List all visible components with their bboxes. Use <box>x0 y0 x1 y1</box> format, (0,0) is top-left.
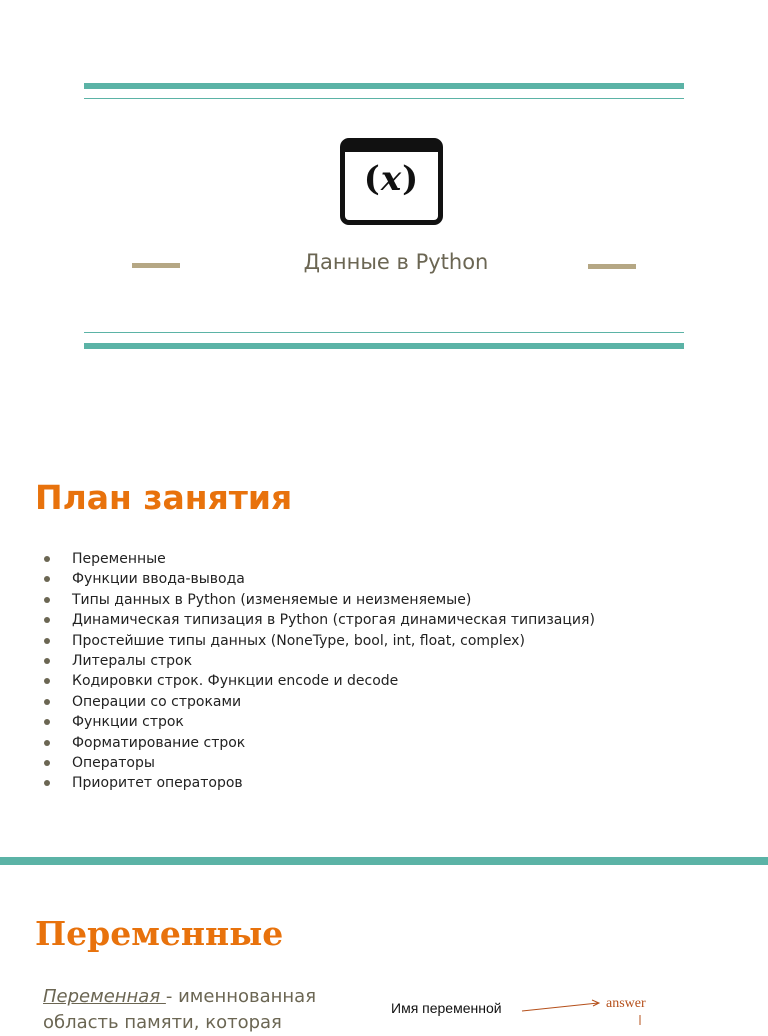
plan-item: Простейшие типы данных (NoneType, bool, int, float, complex) <box>72 631 595 651</box>
plan-item: Кодировки строк. Функции encode и decode <box>72 671 595 691</box>
diagram-label: Имя переменной <box>391 1000 502 1016</box>
variable-x-icon <box>340 138 443 225</box>
right-dash <box>588 264 636 269</box>
bullet-icon <box>44 780 50 786</box>
window-bar <box>345 143 438 152</box>
bullet-icon <box>44 556 50 562</box>
bullet-icon <box>44 699 50 705</box>
variables-heading: Переменные <box>35 914 284 953</box>
slide-divider <box>0 857 768 865</box>
deck-title: Данные в Python <box>303 250 489 274</box>
diagram-value: answer <box>606 996 646 1011</box>
top-band-thick <box>84 83 684 89</box>
plan-list <box>72 549 595 794</box>
plan-item: Операторы <box>72 753 595 773</box>
plan-item: Литералы строк <box>72 651 595 671</box>
plan-item: Динамическая типизация в Python (строгая динамическая типизация) <box>72 610 595 630</box>
bullet-icon <box>44 576 50 582</box>
variable-definition <box>43 984 343 1036</box>
bullet-icon <box>44 760 50 766</box>
bullet-icon <box>44 638 50 644</box>
plan-item: Переменные <box>72 549 595 569</box>
plan-heading: План занятия <box>35 478 293 517</box>
bottom-band-thick <box>84 343 684 349</box>
bottom-band-thin <box>84 332 684 333</box>
plan-item: Форматирование строк <box>72 733 595 753</box>
plan-item: Приоритет операторов <box>72 773 595 793</box>
definition-text: - именнованная область памяти, которая <box>43 986 317 1033</box>
plan-item: Типы данных в Python (изменяемые и неизменяемые) <box>72 590 595 610</box>
top-band-thin <box>84 98 684 99</box>
bullet-icon <box>44 678 50 684</box>
definition-term: Переменная <box>43 986 166 1007</box>
bullet-icon <box>44 740 50 746</box>
plan-item: Функции ввода-вывода <box>72 569 595 589</box>
plan-item: Функции строк <box>72 712 595 732</box>
plan-item: Операции со строками <box>72 692 595 712</box>
bullet-icon <box>44 617 50 623</box>
bullet-icon <box>44 597 50 603</box>
bullet-icon <box>44 658 50 664</box>
variable-glyph: (x) <box>363 159 420 199</box>
bullet-icon <box>44 719 50 725</box>
